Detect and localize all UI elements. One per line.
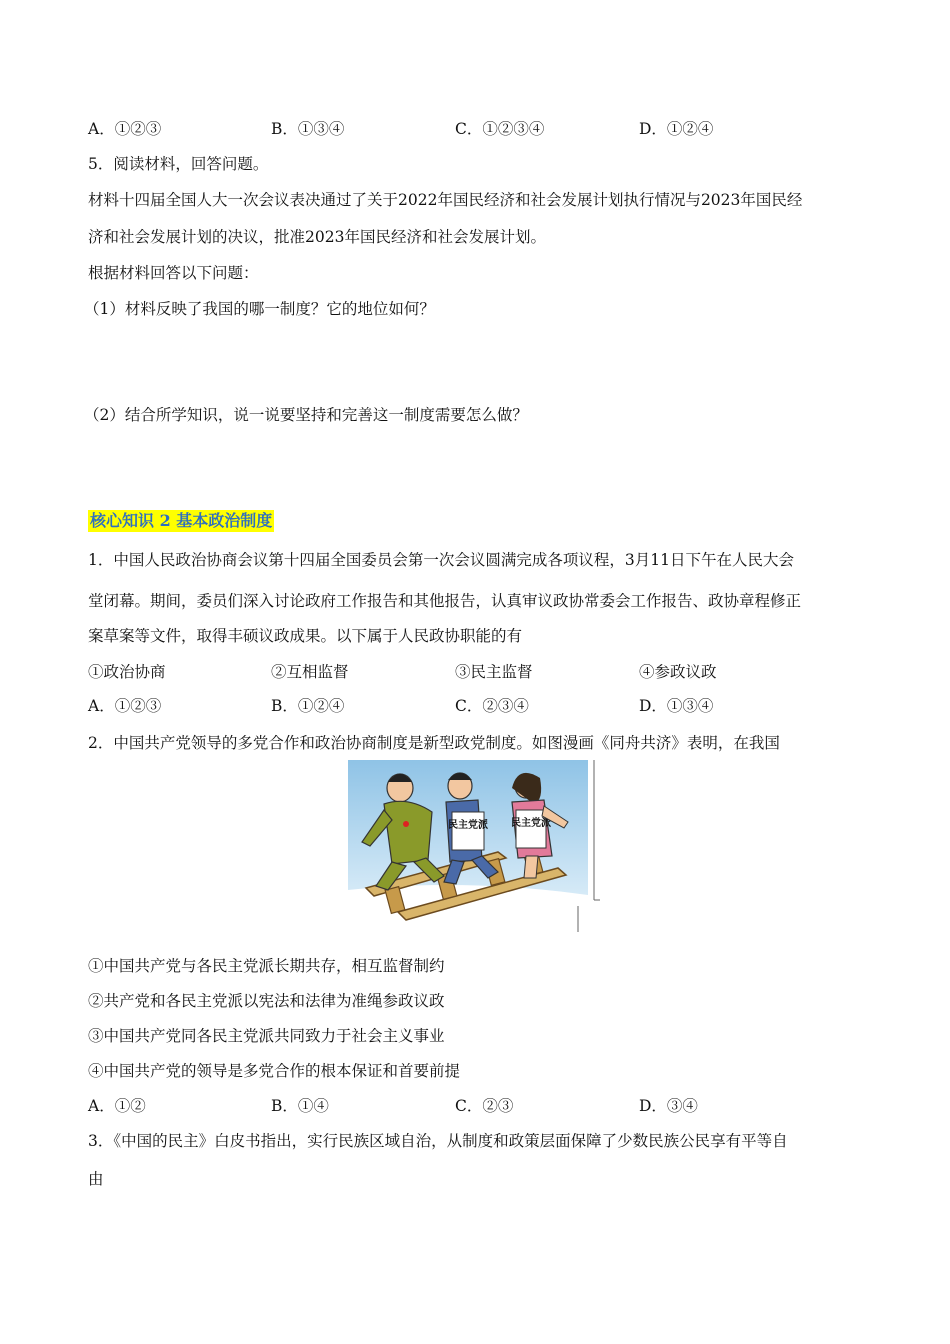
option-b[interactable]: B．①④ [271, 1097, 329, 1115]
option-a[interactable]: A．①②③ [88, 120, 162, 138]
q5-sub-question-2: （2）结合所学知识，说一说要坚持和完善这一制度需要怎么做？ [84, 406, 528, 424]
option-c[interactable]: C．①②③④ [455, 120, 545, 138]
q5-stem: 5．阅读材料，回答问题。 [88, 155, 269, 173]
option-c[interactable]: C．②③④ [455, 697, 529, 715]
section-heading: 核心知识 2 基本政治制度 [90, 511, 273, 530]
option-c[interactable]: C．②③ [455, 1097, 514, 1115]
cartoon-label-a: 民主党派 [448, 820, 488, 831]
s2q2-stem: 2．中国共产党领导的多党合作和政治协商制度是新型政党制度。如图漫画《同舟共济》表明，在我国 [88, 734, 780, 752]
s2q2-statement-2: ②共产党和各民主党派以宪法和法律为准绳参政议政 [88, 992, 445, 1010]
s2q3-line2: 由 [88, 1170, 104, 1188]
s2q2-statement-3: ③中国共产党同各民主党派共同致力于社会主义事业 [88, 1027, 445, 1045]
option-b[interactable]: B．①②④ [271, 697, 345, 715]
s2q1-line3: 案草案等文件，取得丰硕议政成果。以下属于人民政协职能的有 [88, 627, 523, 645]
s2q1-options [88, 694, 868, 716]
s2q2-options [88, 1094, 868, 1116]
statement-1: ①政治协商 [88, 663, 166, 681]
s2q1-statements [88, 660, 868, 682]
cartoon-label-b: 民主党派 [511, 818, 551, 829]
cartoon-tongzhou-gongji [348, 760, 600, 932]
s2q3-line1: 3．《中国的民主》白皮书指出，实行民族区域自治，从制度和政策层面保障了少数民族公民享有平等自 [88, 1132, 788, 1150]
statement-3: ③民主监督 [455, 663, 533, 681]
s2q2-statement-4: ④中国共产党的领导是多党合作的根本保证和首要前提 [88, 1062, 461, 1080]
s2q2-statement-1: ①中国共产党与各民主党派长期共存，相互监督制约 [88, 957, 445, 975]
q5-prompt: 根据材料回答以下问题： [88, 264, 259, 282]
q5-sub-question-1: （1）材料反映了我国的哪一制度？它的地位如何？ [84, 300, 435, 318]
option-d[interactable]: D．③④ [639, 1097, 698, 1115]
statement-2: ②互相监督 [271, 663, 349, 681]
statement-4: ④参政议政 [639, 663, 717, 681]
s2q1-line2: 堂闭幕。期间，委员们深入讨论政府工作报告和其他报告，认真审议政协常委会工作报告、政协章程修正 [88, 592, 802, 610]
option-d[interactable]: D．①③④ [639, 697, 714, 715]
s2q1-line1: 1．中国人民政治协商会议第十四届全国委员会第一次会议圆满完成各项议程，3月11日下午在人民大会 [88, 551, 794, 569]
option-d[interactable]: D．①②④ [639, 120, 714, 138]
q4-options [88, 117, 868, 139]
option-a[interactable]: A．①② [88, 1097, 146, 1115]
option-b[interactable]: B．①③④ [271, 120, 345, 138]
option-a[interactable]: A．①②③ [88, 697, 162, 715]
q5-material-line2: 济和社会发展计划的决议，批准2023年国民经济和社会发展计划。 [88, 228, 546, 246]
q5-material-line1: 材料十四届全国人大一次会议表决通过了关于2022年国民经济和社会发展计划执行情况与2023年国民经 [88, 191, 803, 209]
